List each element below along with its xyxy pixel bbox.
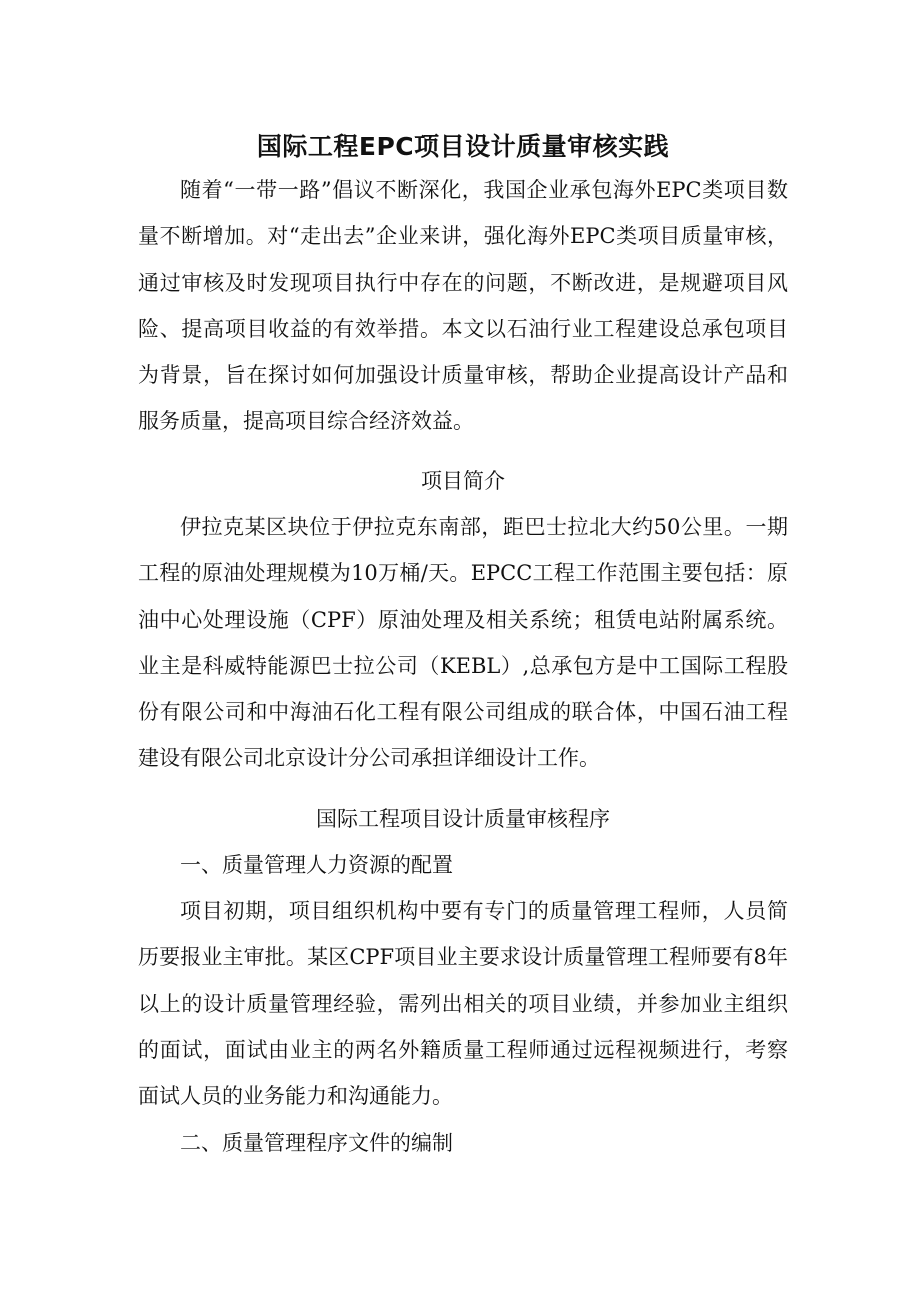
document-title: 国际工程EPC项目设计质量审核实践 (256, 131, 670, 161)
project-overview-paragraph: 伊拉克某区块位于伊拉克东南部，距巴士拉北大约50公里。一期工程的原油处理规模为10万桶/天。EPCC工程工作范围主要包括：原油中心处理设施（CPF）原油处理及相关系统；租赁电站附属系统。业主是科威特能源巴士拉公司（KEBL）,总承包方是中工国际工程股份有限公司和中海油石化工程有限公司组成的联合体，中国石油工程建设有限公司北京设计分公司承担详细设计工作。 (138, 515, 788, 771)
subheading-procedure-documents: 二、质量管理程序文件的编制 (180, 1131, 453, 1155)
subheading-hr-allocation: 一、质量管理人力资源的配置 (180, 853, 453, 877)
hr-allocation-paragraph: 项目初期，项目组织机构中要有专门的质量管理工程师，人员简历要报业主审批。某区CPF项目业主要求设计质量管理工程师要有8年以上的设计质量管理经验，需列出相关的项目业绩，并参加业主组织的面试，面试由业主的两名外籍质量工程师通过远程视频进行，考察面试人员的业务能力和沟通能力。 (138, 899, 788, 1109)
section-heading-project-overview: 项目简介 (421, 469, 505, 493)
section-heading-audit-procedure: 国际工程项目设计质量审核程序 (316, 807, 610, 831)
intro-paragraph: 随着“一带一路”倡议不断深化，我国企业承包海外EPC类项目数量不断增加。对“走出去”企业来讲，强化海外EPC类项目质量审核，通过审核及时发现项目执行中存在的问题，不断改进，是规避项目风险、提高项目收益的有效举措。本文以石油行业工程建设总承包项目为背景，旨在探讨如何加强设计质量审核，帮助企业提高设计产品和服务质量，提高项目综合经济效益。 (138, 178, 788, 434)
